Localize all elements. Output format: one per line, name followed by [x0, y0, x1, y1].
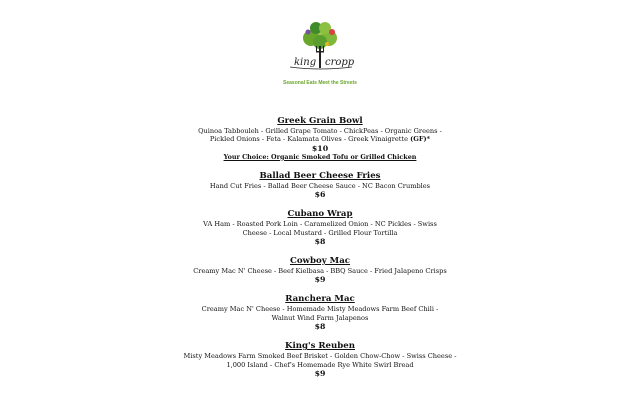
menu-item-title: Cubano Wrap: [287, 209, 353, 220]
menu-item: [0, 341, 640, 378]
menu-item-description: Hand Cut Fries - Ballad Beer Cheese Sauce - NC Bacon Crumbles: [209, 181, 431, 190]
menu-item-title: Ranchera Mac: [285, 294, 355, 305]
menu-item-description: VA Ham - Roasted Pork Loin - Caramelized Onion - NC Pickles - Swiss Cheese - Local Mustard - Grilled Flour Tortilla: [203, 220, 437, 237]
gluten-free-note: (GF)*: [410, 135, 431, 144]
menu-item-title: Cowboy Mac: [289, 256, 350, 267]
menu-item: [0, 116, 640, 161]
menu-item-description: [195, 127, 445, 144]
menu-item: [0, 171, 640, 199]
menu-item-price: $9: [314, 275, 326, 285]
menu-item-description: Creamy Mac N' Cheese - Beef Kielbasa - BBQ Sauce - Fried Jalapeno Crisps: [193, 267, 447, 276]
king-cropp-logo: [0, 18, 640, 98]
menu-item-title: King's Reuben: [284, 341, 356, 352]
menu-item-price: $6: [314, 190, 326, 200]
menu-item-title: Ballad Beer Cheese Fries: [259, 170, 381, 181]
svg-text:king: king: [294, 57, 317, 68]
logo-tree-fork-icon: [270, 18, 370, 82]
menu-item-price: $10: [311, 143, 329, 153]
menu-item: [0, 209, 640, 246]
menu-item: [0, 294, 640, 331]
menu-item-description: Creamy Mac N' Cheese - Homemade Misty Meadows Farm Beef Chili - Walnut Wind Farm Jalapenos: [201, 305, 439, 322]
menu-list: [0, 116, 640, 388]
menu-item-price: $8: [314, 322, 326, 332]
menu-item-price: $9: [314, 369, 326, 379]
menu-item-description: Misty Meadows Farm Smoked Beef Brisket - Golden Chow-Chow - Swiss Cheese - 1,000 Island - Chef's Homemade Rye White Swirl Bread: [183, 352, 457, 369]
menu-item-price: $8: [314, 237, 326, 247]
menu-item-title: Greek Grain Bowl: [277, 116, 363, 126]
svg-text:cropp: cropp: [325, 57, 355, 68]
menu-item-description-text: Quinoa Tabbouleh - Grilled Grape Tomato - ChickPeas - Organic Greens - Pickled Onions - Feta - Kalamata Olives - Greek Vinaigrette: [198, 127, 442, 144]
brand-tagline: Seasonal Eats Meet the Streets: [283, 80, 357, 86]
menu-item-choice: Your Choice: Organic Smoked Tofu or Grilled Chicken: [223, 152, 417, 161]
menu-item: [0, 256, 640, 284]
